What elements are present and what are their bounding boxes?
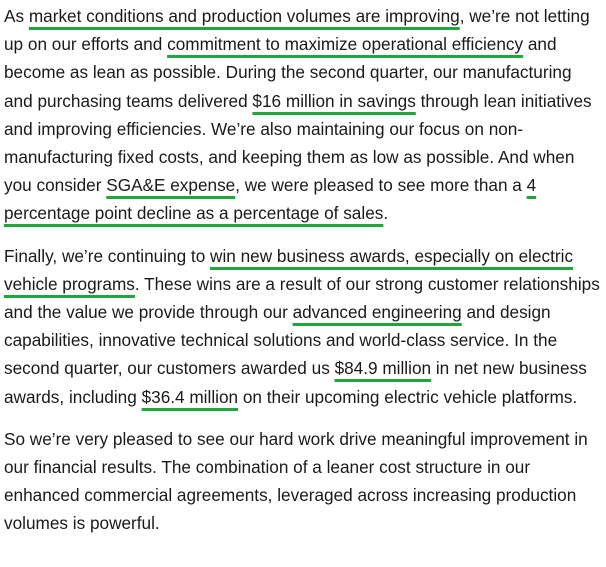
text-segment: through lean initiatives and improving efficiencies. We’re also maintaining our focus on non-manufacturing fixed costs, and keeping them as low as possible. And when you consider [4, 90, 592, 196]
highlight-market-conditions: market conditions and production volumes are improving [28, 6, 460, 26]
highlight-percentage-decline: 4 percentage point decline as a percentage of sales [4, 175, 537, 224]
text-segment: on their upcoming electric vehicle platforms. [238, 386, 578, 407]
text-segment: , we’re not letting up on our efforts and [4, 6, 590, 55]
highlight-ev-awards: $36.4 million [141, 386, 239, 407]
text-segment: in net new business awards, including [4, 358, 587, 407]
text-segment: , we were pleased to see more than a [235, 175, 527, 196]
highlight-savings: $16 million in savings [252, 90, 416, 111]
highlight-advanced-engineering: advanced engineering [292, 302, 462, 323]
text-segment: . [383, 203, 389, 224]
highlight-operational-efficiency: commitment to maximize operational efficiency [167, 34, 524, 55]
paragraph-conclusion [4, 425, 602, 538]
text-segment: and design capabilities, innovative technical solutions and world-class service. In the second quarter, our customers awarded us [4, 302, 558, 379]
highlight-awards-total: $84.9 million [334, 358, 432, 379]
text-segment: and become as lean as possible. During the second quarter, our manufacturing and purchasing teams delivered [4, 34, 572, 111]
text-segment: Finally, we’re continuing to [4, 245, 211, 266]
text-segment: . These wins are a result of our strong customer relationships and the value we provide through our [4, 273, 600, 323]
highlight-ev-programs: win new business awards, especially on electric vehicle programs [4, 245, 574, 294]
text-segment: As [4, 6, 29, 26]
paragraph-efficiency [4, 2, 602, 228]
paragraph-business-awards [4, 242, 602, 411]
highlight-sgae-expense: SGA&E expense [106, 175, 236, 196]
text-segment: So we’re very pleased to see our hard work drive meaningful improvement in our financial results. The combination of a leaner cost structure in our enhanced commercial agreements, leveraged across increasing production volumes is powerful. [4, 428, 588, 534]
